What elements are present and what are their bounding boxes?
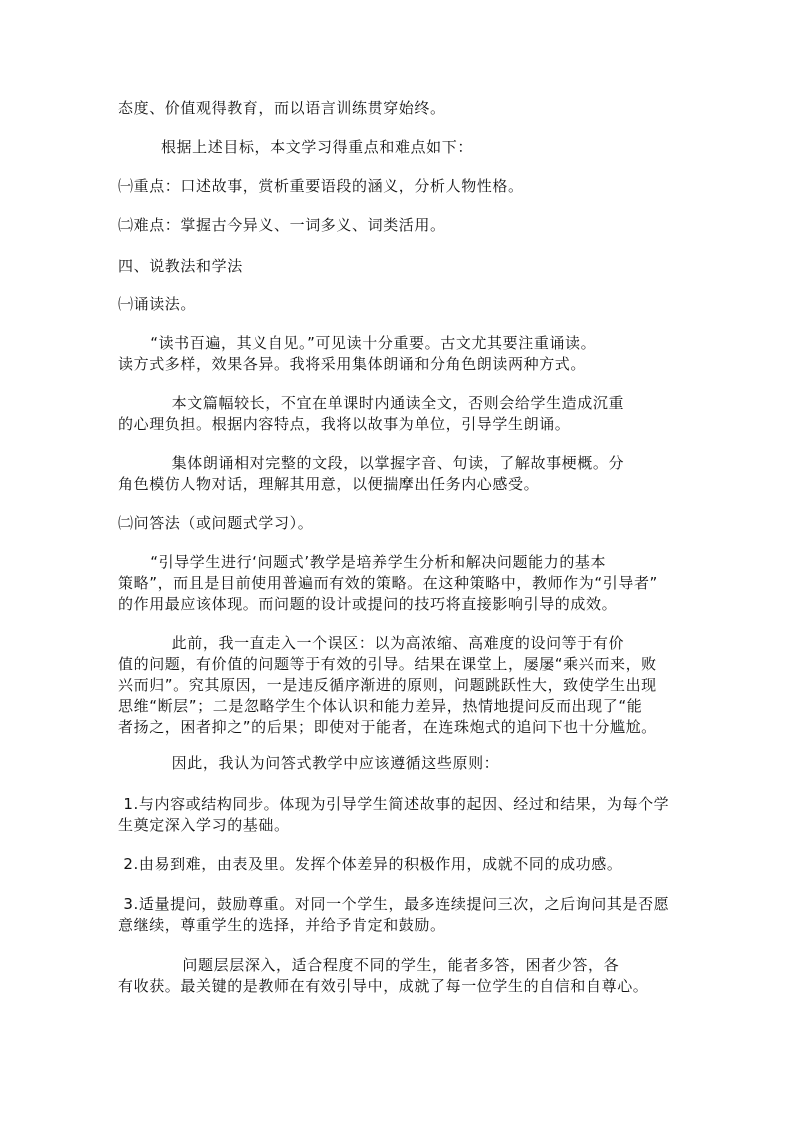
paragraph-line: 3.适量提问，鼓励尊重。对同一个学生，最多连续提问三次，之后询问其是否愿 xyxy=(118,895,670,913)
paragraph-line: 1.与内容或结构同步。体现为引导学生简述故事的起因、经过和结果，为每个学 xyxy=(118,795,670,813)
method-heading: ㈡问答法（或问题式学习）。 xyxy=(118,514,314,532)
paragraph xyxy=(118,955,670,997)
paragraph xyxy=(118,333,670,375)
paragraph-line: “读书百遍，其义自见。”可见读十分重要。古文尤其要注重诵读。 xyxy=(118,334,597,352)
paragraph-line: 有收获。最关键的是教师在有效引导中，成就了每一位学生的自信和自尊心。 xyxy=(118,977,649,995)
paragraph-text: 根据上述目标，本文学习得重点和难点如下： xyxy=(118,138,473,156)
paragraph-line: 的心理负担。根据内容特点，我将以故事为单位，引导学生朗诵。 xyxy=(118,415,571,433)
paragraph-line: 读方式多样，效果各异。我将采用集体朗诵和分角色朗读两种方式。 xyxy=(118,355,587,373)
key-point-item: ㈠重点：口述故事，赏析重要语段的涵义，分析人物性格。 xyxy=(118,177,524,195)
paragraph xyxy=(118,552,670,615)
paragraph xyxy=(118,453,670,495)
paragraph-line: 的作用最应该体现。而问题的设计或提问的技巧将直接影响引导的成效。 xyxy=(118,595,618,613)
paragraph-line: 本文篇幅较长，不宜在单课时内通读全文，否则会给学生造成沉重 xyxy=(118,394,625,412)
paragraph xyxy=(118,393,670,435)
paragraph-line: “引导学生进行‘问题式’教学是培养学生分析和解决问题能力的基本 xyxy=(118,553,607,571)
principle-item: 2.由易到难，由表及里。发挥个体差异的积极作用，成就不同的成功感。 xyxy=(118,855,623,873)
paragraph-text: 态度、价值观得教育，而以语言训练贯穿始终。 xyxy=(118,99,446,117)
paragraph-line: 问题层层深入，适合程度不同的学生，能者多答，困者少答，各 xyxy=(118,956,620,974)
method-heading: ㈠诵读法。 xyxy=(118,295,197,313)
paragraph-line: 意继续，尊重学生的选择，并给予肯定和鼓励。 xyxy=(118,916,446,934)
paragraph-line: 生奠定深入学习的基础。 xyxy=(118,816,290,834)
paragraph-line: 此前，我一直走入一个误区：以为高浓缩、高难度的设问等于有价 xyxy=(118,634,625,652)
paragraph-line: 兴而归”。究其原因，一是违反循序渐进的原则，问题跳跃性大，致使学生出现 xyxy=(118,676,657,694)
paragraph-line: 者扬之，困者抑之”的后果；即使对于能者，在连珠炮式的追问下也十分尴尬。 xyxy=(118,718,657,736)
paragraph-line: 思维“断层”；二是忽略学生个体认识和能力差异，热情地提问反而出现了“能 xyxy=(118,697,643,715)
paragraph-line: 策略”，而且是目前使用普遍而有效的策略。在这种策略中，教师作为“引导者” xyxy=(118,574,658,592)
principle-item xyxy=(118,794,670,836)
paragraph-line: 集体朗诵相对完整的文段，以掌握字音、句读，了解故事梗概。分 xyxy=(118,454,625,472)
difficulty-item: ㈡难点：掌握古今异义、一词多义、词类活用。 xyxy=(118,216,446,234)
section-heading: 四、说教法和学法 xyxy=(118,257,243,275)
principle-item xyxy=(118,894,670,936)
paragraph-text: 因此，我认为问答式教学中应该遵循这些原则： xyxy=(118,754,500,772)
paragraph-line: 值的问题，有价值的问题等于有效的引导。结果在课堂上，屡屡“乘兴而来，败 xyxy=(118,655,657,673)
paragraph xyxy=(118,633,670,738)
paragraph-line: 角色模仿人物对话，理解其用意，以便揣摩出任务内心感受。 xyxy=(118,475,540,493)
